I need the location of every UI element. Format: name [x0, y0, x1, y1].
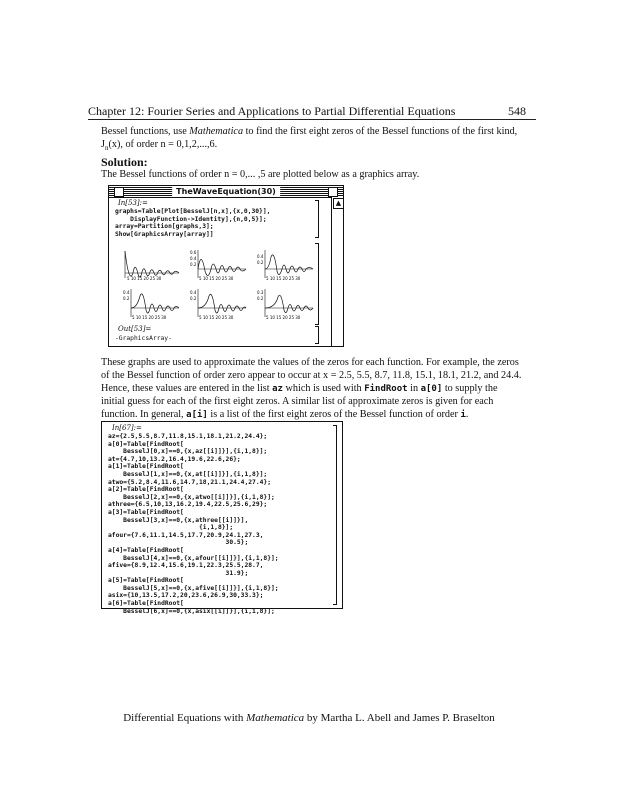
page-footer [0, 712, 618, 724]
svg-text:0.6: 0.6 [190, 250, 197, 255]
intro-text: Bessel functions, use [101, 126, 190, 137]
svg-text:5 10 15 20 25 30: 5 10 15 20 25 30 [132, 315, 167, 320]
para2-line-1: These graphs are used to approximate the values of the zeros for each function. For example, the zeros [101, 357, 519, 368]
running-header: Chapter 12: Fourier Series and Applications to Partial Differential Equations [88, 104, 456, 118]
footer-mathematica: Mathematica [246, 712, 305, 724]
svg-text:0.2: 0.2 [190, 262, 197, 267]
code-line: a[6]=Table[FindRoot[ [108, 600, 184, 608]
output-label: Out[53]= [118, 325, 152, 333]
vertical-scrollbar[interactable] [331, 197, 343, 346]
svg-text:5 10 15 20 25 30: 5 10 15 20 25 30 [199, 315, 234, 320]
code-line: 30.5}; [108, 539, 249, 547]
code-line: BesselJ[4,x]==0,{x,afour[[i]]}],{i,1,8}]; [108, 554, 279, 562]
tick-labels: 5 10 15 20 25 30 [127, 276, 162, 281]
page-number: 548 [508, 104, 526, 118]
svg-text:5 10 15 20 25 30: 5 10 15 20 25 30 [266, 276, 301, 281]
svg-text:0.4: 0.4 [123, 290, 130, 295]
svg-text:0.4: 0.4 [190, 290, 197, 295]
para-text: in [407, 383, 421, 394]
para-text: . [465, 409, 469, 420]
intro-line-1 [101, 126, 536, 139]
cell-bracket[interactable] [315, 243, 319, 325]
svg-text:0.4: 0.4 [257, 254, 264, 259]
para-text: which is used with [282, 383, 365, 394]
zoom-box[interactable] [328, 187, 338, 197]
svg-text:0.3: 0.3 [257, 290, 264, 295]
close-box[interactable] [114, 187, 124, 197]
svg-text:5 10 15 20 25 30: 5 10 15 20 25 30 [266, 315, 301, 320]
code-line: a[1]=Table[FindRoot[ [108, 463, 184, 471]
para-text: is a list of the first eight zeros of the Bessel function of order [207, 409, 461, 420]
bessel-plot-n1 [190, 247, 248, 281]
code-line: graphs=Table[Plot[BesselJ[n,x],{x,0,30}], [115, 208, 271, 215]
code-line: az={2.5,5.5,8.7,11.8,15.1,18.1,21.2,24.4}; [108, 433, 268, 440]
bessel-subscript: n [104, 144, 109, 153]
code-findroot: FindRoot [364, 384, 408, 394]
input-label: In[53]:= [118, 199, 148, 207]
code-line: atwo={5.2,8.4,11.6,14.7,18,21.1,24.4,27.4}; [108, 478, 272, 486]
code-line: athree={6.5,10,13,16.2,19.4,22.5,25.6,29}; [108, 501, 268, 509]
para2-line-3 [101, 383, 536, 396]
bessel-j: J [101, 139, 105, 150]
code-line: {i,1,8}]; [108, 524, 234, 532]
input-code[interactable] [108, 433, 279, 615]
code-az: az [272, 384, 283, 394]
footer-text: Differential Equations with [123, 712, 247, 724]
cell-bracket[interactable] [315, 200, 319, 238]
code-line: afour={7.6,11.1,14.5,17.7,20.9,24.1,27.3, [108, 531, 264, 539]
code-line: a[5]=Table[FindRoot[ [108, 577, 184, 585]
code-line: array=Partition[graphs,3]; [115, 223, 214, 231]
intro-text: to find the first eight zeros of the Bessel functions of the first kind, [243, 126, 518, 137]
bessel-plot-n4 [190, 286, 248, 320]
bessel-plot-n5 [257, 286, 315, 320]
solution-line: The Bessel functions of order n = 0,... ,5 are plotted below as a graphics array. [101, 169, 420, 180]
para-text: to supply the [442, 383, 498, 394]
code-line: a[0]=Table[FindRoot[ [108, 440, 184, 448]
intro-line-2 [101, 139, 536, 155]
bessel-plot-n3 [123, 286, 181, 320]
solution-heading: Solution: [101, 155, 148, 169]
svg-text:0.4: 0.4 [190, 256, 197, 261]
footer-text: by Martha L. Abell and James P. Braselton [304, 712, 495, 724]
para2-line-5 [101, 409, 536, 422]
code-line: a[4]=Table[FindRoot[ [108, 546, 184, 554]
code-line: BesselJ[3,x]==0,{x,athree[[i]]}], [108, 516, 249, 524]
code-line: asix={10,13.5,17.2,20,23.6,26.9,30,33.3}; [108, 592, 264, 600]
output-value: -GraphicsArray- [115, 335, 172, 342]
code-line: BesselJ[6,x]==0,{x,asix[[i]]}],{i,1,8}]; [108, 607, 275, 615]
cell-bracket[interactable] [333, 425, 337, 605]
code-line: BesselJ[5,x]==0,{x,afive[[i]]}],{i,1,8}]; [108, 584, 279, 592]
cell-bracket[interactable] [315, 326, 319, 344]
code-line: afive={8.9,12.4,15.6,19.1,22.3,25.5,28.7, [108, 562, 264, 570]
code-line: at={4.7,10,13.2,16.4,19.6,22.6,26}; [108, 455, 241, 463]
code-line: BesselJ[2,x]==0,{x,atwo[[i]]}],{i,1,8}]; [108, 493, 275, 501]
svg-text:5 10 15 20 25 30: 5 10 15 20 25 30 [199, 276, 234, 281]
code-line: BesselJ[1,x]==0,{x,at[[i]]}],{i,1,8}]; [108, 470, 268, 478]
svg-text:0.2: 0.2 [257, 296, 264, 301]
code-i: i [460, 410, 466, 420]
code-line: a[3]=Table[FindRoot[ [108, 508, 184, 516]
notebook-window[interactable] [108, 185, 344, 347]
scroll-up-arrow[interactable]: ▲ [333, 198, 344, 209]
notebook-cell-window[interactable] [101, 421, 343, 615]
para-text: function. In general, [101, 409, 187, 420]
para-text: Hence, these values are entered in the list [101, 383, 273, 394]
bessel-plot-n2 [257, 247, 315, 281]
code-ai: a[i] [186, 410, 208, 420]
mathematica-em: Mathematica [189, 126, 244, 137]
svg-text:0.2: 0.2 [190, 296, 197, 301]
code-line: a[2]=Table[FindRoot[ [108, 486, 184, 494]
code-line: 31.9}; [108, 569, 249, 577]
svg-text:0.2: 0.2 [257, 260, 264, 265]
window-title: TheWaveEquation(30) [172, 186, 280, 197]
input-label: In[67]:= [112, 424, 142, 432]
bessel-plot-n0 [123, 247, 181, 281]
window-titlebar[interactable] [109, 186, 343, 198]
para2-line-2: of the Bessel function of order zero appear to occur at x = 2.5, 5.5, 8.7, 11.8, 15.1, 18.1, 21.2, and 24.4. [101, 370, 522, 381]
svg-text:0.2: 0.2 [123, 296, 130, 301]
code-line: Show[GraphicsArray[array]] [115, 230, 214, 238]
code-line: BesselJ[0,x]==0,{x,az[[i]]}],{i,1,8}]; [108, 448, 268, 456]
intro-text: (x), of order n = 0,1,2,...,6. [108, 139, 218, 150]
code-line: DisplayFunction->Identity],{n,0,5}]; [115, 215, 267, 223]
header-rule [88, 119, 536, 120]
para2-line-4: initial guess for each of the first eight zeros. A similar list of approximate zeros is given for each [101, 396, 494, 407]
input-code[interactable] [115, 208, 270, 238]
code-a0: a[0] [420, 384, 443, 394]
